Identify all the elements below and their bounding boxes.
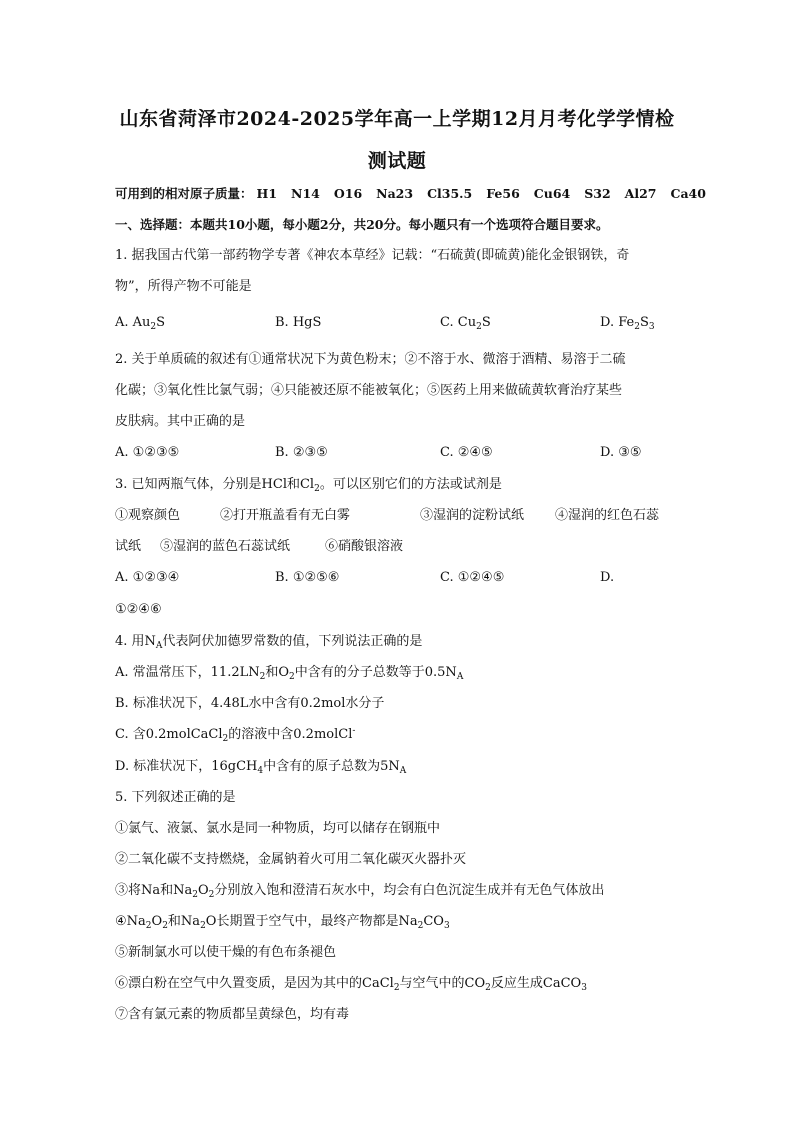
q3-option-a: A. ①②③④ bbox=[115, 570, 180, 585]
atomic-mass-ca: Ca40 bbox=[670, 186, 706, 201]
q1-option-c: C. $Cu_2S$ bbox=[440, 315, 491, 332]
title-line-1: 山东省菏泽市2024-2025学年高一上学期12月月考化学学情检 bbox=[119, 108, 675, 130]
q1-option-a: A. $Au_2S$ bbox=[115, 315, 166, 332]
atomic-mass-cu: Cu64 bbox=[533, 186, 571, 201]
q3-option-c: C. ①②④⑤ bbox=[440, 570, 505, 585]
q3-method-4-cont: 试纸 bbox=[115, 539, 142, 554]
q5-statement-3: ③将Na和$Na_2O_2$分别放入饱和澄清石灰水中，均会有白色沉淀生成并有无色气体放出 bbox=[115, 883, 605, 900]
atomic-mass-cl: Cl35.5 bbox=[427, 186, 473, 201]
q4-option-a: A. 常温常压下，$11.2LN_2$和$O_2$中含有的分子总数等于$0.5N_A$ bbox=[115, 665, 464, 682]
q1-stem-line-1: 1. 据我国古代第一部药物学专著《神农本草经》记载：“石硫黄(即硫黄)能化金银钢铁，奇 bbox=[115, 248, 630, 263]
q2-option-c: C. ②④⑤ bbox=[440, 445, 493, 460]
q2-stem-line-1: 2. 关于单质硫的叙述有①通常状况下为黄色粉末；②不溶于水、微溶于酒精、易溶于二硫 bbox=[115, 352, 626, 367]
atomic-mass-line bbox=[115, 184, 706, 204]
q3-method-3: ③湿润的淀粉试纸 bbox=[420, 508, 525, 523]
q1-option-d: D. $Fe_2S_3$ bbox=[600, 315, 655, 332]
q4-option-d: D. 标准状况下，16gCH$_4$中含有的原子总数为$5N_A$ bbox=[115, 759, 407, 776]
q5-statement-1: ①氯气、液氯、氯水是同一种物质，均可以储存在钢瓶中 bbox=[115, 821, 441, 836]
q3-option-d: D. bbox=[600, 570, 615, 585]
q1-stem-line-2: 物”，所得产物不可能是 bbox=[115, 279, 252, 294]
atomic-mass-s: S32 bbox=[584, 186, 611, 201]
q3-method-5: ⑤湿润的蓝色石蕊试纸 bbox=[160, 539, 291, 554]
q4-option-c: C. 含0.2molCaCl$_2$的溶液中含0.2molCl- bbox=[115, 726, 356, 744]
q5-statement-2: ②二氧化碳不支持燃烧，金属钠着火可用二氧化碳灭火器扑灭 bbox=[115, 852, 467, 867]
q5-statement-4: $④Na_2O_2$和$Na_2O$长期置于空气中，最终产物都是$Na_2CO_3$ bbox=[115, 914, 450, 931]
title-line-2: 测试题 bbox=[367, 150, 427, 172]
q3-method-1: ①观察颜色 bbox=[115, 508, 181, 523]
atomic-mass-na: Na23 bbox=[376, 186, 414, 201]
q3-stem: 3. 已知两瓶气体，分别是HCl和$Cl_2$。可以区别它们的方法或试剂是 bbox=[115, 477, 502, 494]
q2-stem-line-3: 皮肤病。其中正确的是 bbox=[115, 414, 246, 429]
q4-stem: 4. 用$N_A$代表阿伏加德罗常数的值，下列说法正确的是 bbox=[115, 634, 423, 651]
q5-statement-5: ⑤新制氯水可以使干燥的有色布条褪色 bbox=[115, 945, 337, 960]
atomic-mass-label: 可用到的相对原子质量： bbox=[115, 186, 253, 201]
q2-option-d: D. ③⑤ bbox=[600, 445, 642, 460]
section-heading: 一、选择题：本题共10小题，每小题2分，共20分。每小题只有一个选项符合题目要求。 bbox=[115, 217, 609, 232]
q3-method-2: ②打开瓶盖看有无白雾 bbox=[220, 508, 351, 523]
q2-option-b: B. ②③⑤ bbox=[275, 445, 328, 460]
q5-statement-7: ⑦含有氯元素的物质都呈黄绿色，均有毒 bbox=[115, 1007, 350, 1022]
q3-option-d-cont: ①②④⑥ bbox=[115, 602, 162, 617]
atomic-mass-n: N14 bbox=[291, 186, 320, 201]
atomic-mass-h: H1 bbox=[256, 186, 278, 201]
q3-method-6: ⑥硝酸银溶液 bbox=[325, 539, 404, 554]
q4-option-b: B. 标准状况下，4.48L水中含有0.2mol水分子 bbox=[115, 696, 385, 711]
q3-option-b: B. ①②⑤⑥ bbox=[275, 570, 340, 585]
atomic-mass-o: O16 bbox=[333, 186, 363, 201]
q1-option-b: B. HgS bbox=[275, 315, 322, 330]
q3-method-4: ④湿润的红色石蕊 bbox=[555, 508, 660, 523]
q5-stem: 5. 下列叙述正确的是 bbox=[115, 790, 236, 805]
atomic-mass-al: Al27 bbox=[624, 186, 657, 201]
q2-stem-line-2: 化碳；③氧化性比氯气弱；④只能被还原不能被氧化；⑤医药上用来做硫黄软膏治疗某些 bbox=[115, 383, 623, 398]
q5-statement-6: ⑥漂白粉在空气中久置变质，是因为其中的CaCl$_2$与空气中的$CO_2$反应生成CaCO$_3$ bbox=[115, 976, 587, 993]
q2-option-a: A. ①②③⑤ bbox=[115, 445, 180, 460]
atomic-mass-fe: Fe56 bbox=[486, 186, 520, 201]
